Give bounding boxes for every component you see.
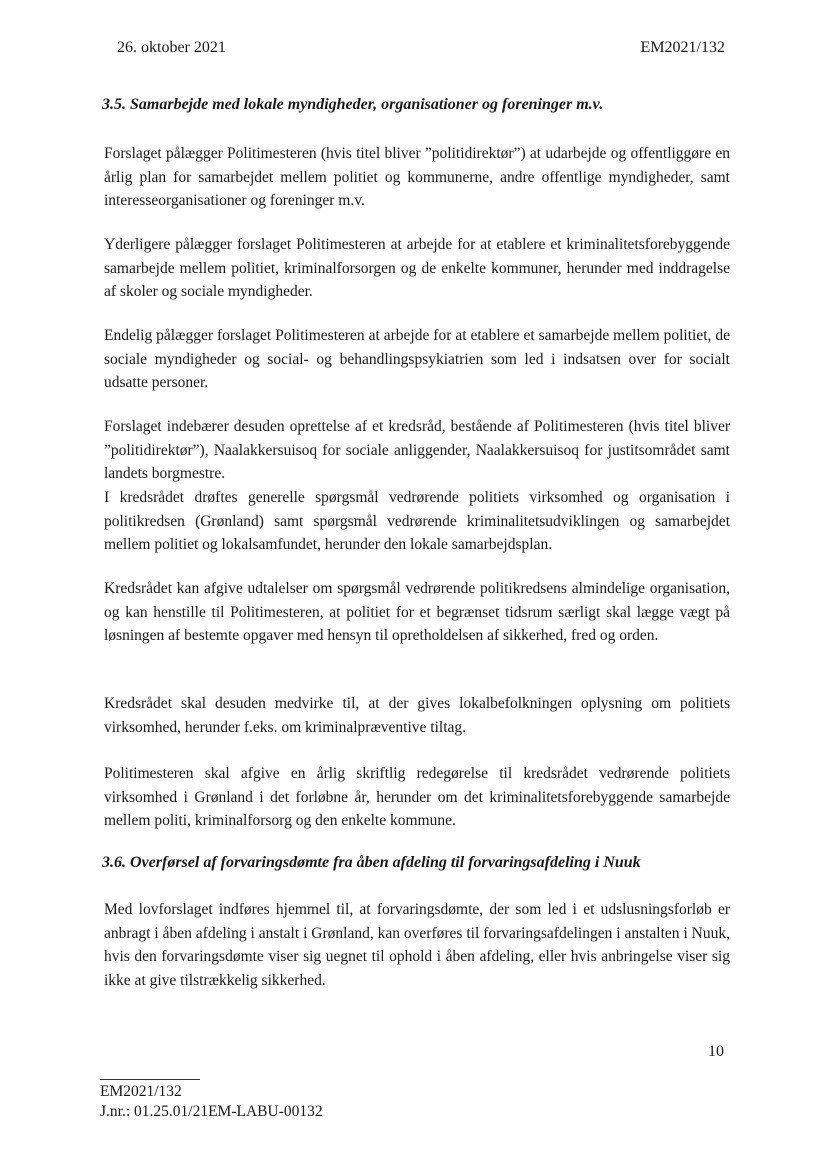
footer-journal-number: J.nr.: 01.25.01/21EM-LABU-00132 [100,1103,323,1120]
paragraph: Forslaget indebærer desuden oprettelse af et kredsråd, bestående af Politimesteren (hvis titel bliver ”politidirektør”), Naalakkersuisoq for sociale anliggender, Naalakkersuisoq for justitsområdet samt landets borgmestre. [104,418,730,483]
paragraph: Endelig pålægger forslaget Politimesteren at arbejde for at etablere et samarbejde mellem politiet, de sociale myndigheder og social- og behandlingspsykiatrien som led i indsatsen over for socialt udsatte personer. [104,327,730,392]
paragraph: Yderligere pålægger forslaget Politimesteren at arbejde for at etablere et kriminalitetsforebyggende samarbejde mellem politiet, kriminalforsorgen og de enkelte kommuner, herunder med inddragelse af skoler og sociale myndigheder. [104,236,730,301]
paragraph: Politimesteren skal afgive en årlig skriftlig redegørelse til kredsrådet vedrørende politiets virksomhed i Grønland i det forløbne år, herunder om det kriminalitetsforebyggende samarbejde mellem politi, kriminalforsorg og den enkelte kommune. [104,765,730,830]
paragraph: Med lovforslaget indføres hjemmel til, at forvaringsdømte, der som led i et udslusningsforløb er anbragt i åben afdeling i anstalt i Grønland, kan overføres til forvaringsafdelingen i anstalten i Nuuk, hvis den forvaringsdømte viser sig uegnet til ophold i åben afdeling, eller hvis anbringelse viser sig ikke at give tilstrækkelig sikkerhed. [104,901,730,989]
header-doc-id: EM2021/132 [640,39,725,56]
footer-doc-id: EM2021/132 [100,1083,182,1100]
page-number: 10 [708,1043,724,1060]
paragraph: Kredsrådet skal desuden medvirke til, at der gives lokalbefolkningen oplysning om politiets virksomhed, herunder f.eks. om kriminalpræventive tiltag. [104,695,730,736]
section-heading-3-6: 3.6. Overførsel af forvaringsdømte fra åben afdeling til forvaringsafdeling i Nuuk [102,854,641,871]
paragraph: I kredsrådet drøftes generelle spørgsmål vedrørende politiets virksomhed og organisation i politikredsen (Grønland) samt spørgsmål vedrørende kriminalitetsudviklingen og samarbejdet mellem politiet og lokalsamfundet, herunder den lokale samarbejdsplan. [104,489,730,554]
header-date: 26. oktober 2021 [117,39,226,56]
section-heading-3-5: 3.5. Samarbejde med lokale myndigheder, organisationer og foreninger m.v. [102,96,604,113]
paragraph: Kredsrådet kan afgive udtalelser om spørgsmål vedrørende politikredsens almindelige organisation, og kan henstille til Politimesteren, at politiet for et begrænset tidsrum særligt skal lægge vægt på løsningen af bestemte opgaver med hensyn til opretholdelsen af sikkerhed, fred og orden. [104,580,730,645]
footer-divider [100,1079,200,1080]
paragraph: Forslaget pålægger Politimesteren (hvis titel bliver ”politidirektør”) at udarbejde og offentliggøre en årlig plan for samarbejdet mellem politiet og kommunerne, andre offentlige myndigheder, samt interesseorganisationer og foreninger m.v. [104,145,730,210]
